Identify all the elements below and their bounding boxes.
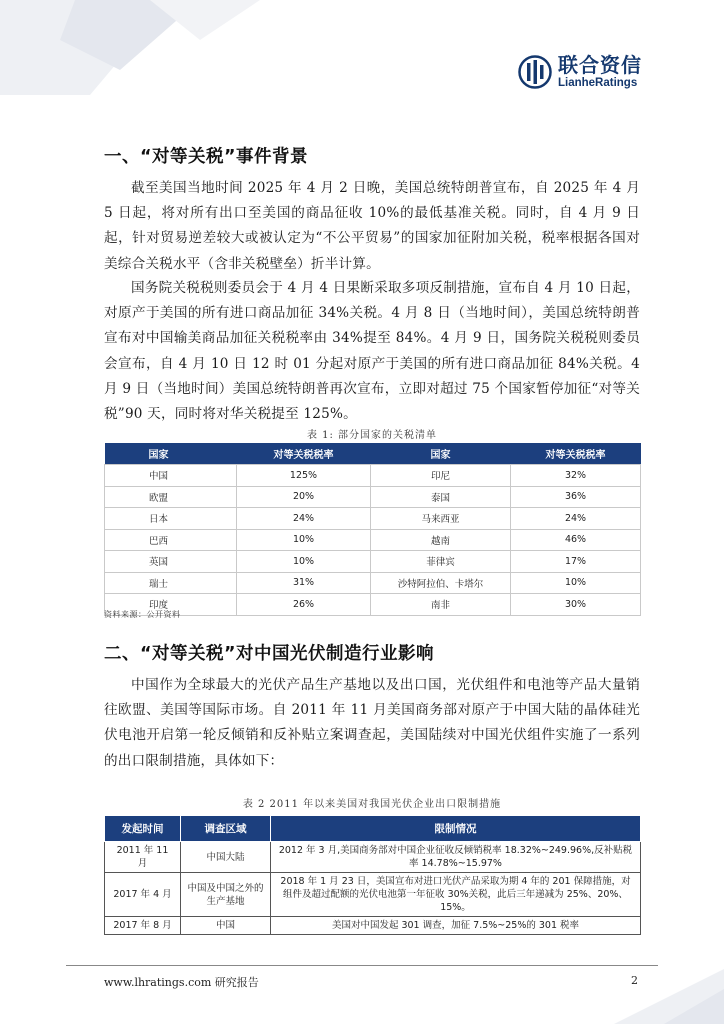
page-number: 2 bbox=[631, 974, 638, 987]
rate-cell: 125% bbox=[237, 465, 371, 487]
table-row bbox=[105, 508, 641, 530]
region-cell: 中国及中国之外的生产基地 bbox=[181, 873, 271, 917]
footer-decoration bbox=[584, 969, 724, 1024]
country-cell: 印度 bbox=[105, 594, 237, 616]
column-header-start-time: 发起时间 bbox=[105, 816, 181, 842]
table-2-caption: 表 2 2011 年以来美国对我国光伏企业出口限制措施 bbox=[242, 799, 502, 810]
table-row bbox=[105, 572, 641, 594]
column-header-country: 国家 bbox=[105, 443, 237, 465]
time-cell: 2017 年 4 月 bbox=[105, 873, 181, 917]
table-row bbox=[105, 842, 641, 873]
table-row bbox=[105, 917, 641, 935]
section-1-paragraph-2: 国务院关税税则委员会于 4 月 4 日果断采取多项反制措施，宣布自 4 月 10 日起，对原产于美国的所有进口商品加征 34%关税。4 月 8 日（当地时间），美国总统特朗普宣布对中国输美商品加征关税税率由 34%提至 84%。4 月 9 日，国务院关税税则委员会宣布，自 4 月 10 日 12 时 01 分起对原产于美国的所有进口商品加征 84%关税。4 月 9 日（当地时间）美国总统特朗普再次宣布，立即对超过 75 个国家暂停加征“对等关税”90 天，同时将对华关税提至 125%。 bbox=[104, 280, 640, 423]
rate-cell: 10% bbox=[237, 529, 371, 551]
time-cell: 2011 年 11 月 bbox=[105, 842, 181, 873]
rate-cell: 17% bbox=[511, 551, 641, 573]
country-cell: 欧盟 bbox=[105, 486, 237, 508]
table-1-caption: 表 1: 部分国家的关税清单 bbox=[306, 430, 438, 441]
table-row bbox=[105, 465, 641, 487]
footer-site: www.lhratings.com 研究报告 bbox=[104, 976, 259, 989]
brand-name-en: LianheRatings bbox=[558, 76, 638, 89]
table-row bbox=[105, 594, 641, 616]
table-1-source: 资料来源：公开资料 bbox=[104, 610, 181, 619]
section-1-paragraph-1: 截至美国当地时间 2025 年 4 月 2 日晚，美国总统特朗普宣布，自 2025 年 4 月 5 日起，将对所有出口至美国的商品征收 10%的最低基准关税。同时，自 4 月 9 日起，针对贸易逆差较大或被认定为“不公平贸易”的国家加征附加关税，税率根据各国对美综合关税水平（含非关税壁垒）折半计算。 bbox=[104, 180, 640, 272]
country-cell: 中国 bbox=[105, 465, 237, 487]
column-header-rate: 对等关税税率 bbox=[511, 443, 641, 465]
country-cell: 英国 bbox=[105, 551, 237, 573]
table-row bbox=[105, 551, 641, 573]
column-header-country: 国家 bbox=[371, 443, 511, 465]
table-header-row bbox=[105, 443, 641, 465]
section-1-title: 一、“对等关税”事件背景 bbox=[104, 147, 309, 167]
rate-cell: 46% bbox=[511, 529, 641, 551]
restriction-cell: 美国对中国发起 301 调查，加征 7.5%~25%的 301 税率 bbox=[271, 917, 641, 935]
brand-logo bbox=[518, 51, 642, 93]
header-decoration bbox=[0, 0, 260, 95]
brand-name-cn: 联合资信 bbox=[558, 52, 642, 77]
country-cell: 泰国 bbox=[371, 486, 511, 508]
rate-cell: 31% bbox=[237, 572, 371, 594]
country-cell: 南非 bbox=[371, 594, 511, 616]
rate-cell: 24% bbox=[511, 508, 641, 530]
section-2-paragraph-1: 中国作为全球最大的光伏产品生产基地以及出口国，光伏组件和电池等产品大量销往欧盟、美国等国际市场。自 2011 年 11 月美国商务部对原产于中国大陆的晶体硅光伏电池开启第一轮反倾销和反补贴立案调查起，美国陆续对中国光伏组件实施了一系列的出口限制措施，具体如下： bbox=[104, 677, 640, 769]
region-cell: 中国 bbox=[181, 917, 271, 935]
table-row bbox=[105, 486, 641, 508]
export-restriction-table bbox=[104, 815, 641, 935]
tariff-table bbox=[104, 443, 641, 616]
section-2-title: 二、“对等关税”对中国光伏制造行业影响 bbox=[104, 644, 435, 664]
table-row bbox=[105, 529, 641, 551]
table-row bbox=[105, 873, 641, 917]
country-cell: 印尼 bbox=[371, 465, 511, 487]
rate-cell: 32% bbox=[511, 465, 641, 487]
rate-cell: 30% bbox=[511, 594, 641, 616]
country-cell: 菲律宾 bbox=[371, 551, 511, 573]
rate-cell: 26% bbox=[237, 594, 371, 616]
country-cell: 沙特阿拉伯、卡塔尔 bbox=[371, 572, 511, 594]
rate-cell: 24% bbox=[237, 508, 371, 530]
column-header-rate: 对等关税税率 bbox=[237, 443, 371, 465]
country-cell: 日本 bbox=[105, 508, 237, 530]
region-cell: 中国大陆 bbox=[181, 842, 271, 873]
restriction-cell: 2012 年 3 月,美国商务部对中国企业征收反倾销税率 18.32%~249.96%,反补贴税率 14.78%~15.97% bbox=[271, 842, 641, 873]
country-cell: 马来西亚 bbox=[371, 508, 511, 530]
restriction-cell: 2018 年 1 月 23 日，美国宣布对进口光伏产品采取为期 4 年的 201 保障措施，对组件及超过配额的光伏电池第一年征收 30%关税，此后三年递减为 25%、20%、15%。 bbox=[271, 873, 641, 917]
country-cell: 越南 bbox=[371, 529, 511, 551]
footer-divider bbox=[66, 965, 658, 966]
table-header-row bbox=[105, 816, 641, 842]
column-header-region: 调查区域 bbox=[181, 816, 271, 842]
rate-cell: 10% bbox=[237, 551, 371, 573]
rate-cell: 10% bbox=[511, 572, 641, 594]
column-header-restriction: 限制情况 bbox=[271, 816, 641, 842]
rate-cell: 20% bbox=[237, 486, 371, 508]
rate-cell: 36% bbox=[511, 486, 641, 508]
country-cell: 瑞士 bbox=[105, 572, 237, 594]
lianhe-logo-icon bbox=[518, 55, 552, 89]
time-cell: 2017 年 8 月 bbox=[105, 917, 181, 935]
country-cell: 巴西 bbox=[105, 529, 237, 551]
